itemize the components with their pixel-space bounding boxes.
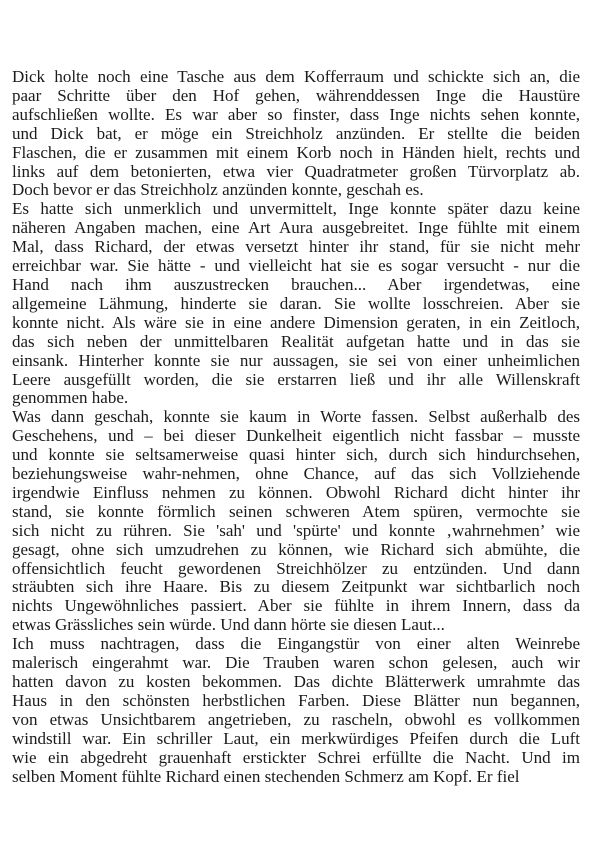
text-line: genommen habe. xyxy=(12,388,129,408)
text-line: nichts Ungewöhnliches passiert. Aber sie fühlte in ihrem Innern, dass da xyxy=(12,596,580,616)
text-line: hatten davon zu kosten bekommen. Das dichte Blätterwerk umrahmte das xyxy=(12,672,580,691)
text-line: etwas Grässliches sein würde. Und dann hörte sie diesen Laut... xyxy=(12,615,445,635)
text-line: Mal, dass Richard, der etwas versetzt hinter ihr stand, für sie nicht mehr xyxy=(12,237,580,257)
text-line: allgemeine Lähmung, hinderte sie daran. Sie wollte losschreien. Aber sie xyxy=(12,293,580,313)
text-line: selben Moment fühlte Richard einen stechenden Schmerz am Kopf. Er fiel xyxy=(12,766,520,786)
text-line: einsank. Hinterher konnte sie nur aussagen, sie sei von einer unheimlichen xyxy=(12,350,580,370)
text-line: Es hatte sich unmerklich und unvermittelt, Inge konnte später dazu keine xyxy=(12,199,580,219)
paragraph xyxy=(12,68,580,200)
text-line: Hand nach ihm auszustrecken brauchen... Aber irgendetwas, eine xyxy=(12,274,580,294)
text-line: Geschehens, und – bei dieser Dunkelheit eigentlich nicht fassbar – musste xyxy=(12,426,580,446)
text-line: Ich muss nachtragen, dass die Eingangstür von einer alten Weinrebe xyxy=(12,634,580,654)
text-line: Doch bevor er das Streichholz anzünden konnte, geschah es. xyxy=(12,180,424,200)
text-line: aufschließen wollte. Es war aber so finster, dass Inge nichts sehen konnte, xyxy=(12,104,580,124)
text-line: von etwas Unsichtbarem angetrieben, zu rascheln, obwohl es vollkommen xyxy=(12,709,580,729)
text-line: stand, sie konnte förmlich seinen schweren Atem spüren, vermochte sie xyxy=(12,501,580,521)
text-line: malerisch eingerahmt war. Die Trauben waren schon gelesen, auch wir xyxy=(12,653,580,673)
text-line: links auf dem betonierten, etwa vier Quadratmeter großen Türvorplatz ab. xyxy=(12,161,580,181)
text-line: gesagt, ohne sich umzudrehen zu können, wie Richard sich abmühte, die xyxy=(12,539,580,559)
text-line: irgendwie Einfluss nehmen zu können. Obwohl Richard dicht hinter ihr xyxy=(12,482,580,502)
text-line: das sich neben der unmittelbaren Realität aufgetan hatte und in das sie xyxy=(12,331,580,351)
text-line: erreichbar war. Sie hätte - und vielleicht hat sie es sogar versucht - nur die xyxy=(12,256,580,276)
text-block xyxy=(12,68,580,786)
text-line: Leere ausgefüllt worden, die sie erstarren ließ und ihr alle Willenskraft xyxy=(12,369,580,389)
text-line: beziehungsweise wahr-nehmen, ohne Chance, auf das sich Vollziehende xyxy=(12,464,580,484)
text-line: konnte nicht. Als wäre sie in eine andere Dimension geraten, in ein Zeitloch, xyxy=(12,312,580,332)
text-line: Haus in den schönsten herbstlichen Farben. Diese Blätter nun begannen, xyxy=(12,690,580,710)
text-line: paar Schritte über den Hof gehen, währenddessen Inge die Haustüre xyxy=(12,85,580,105)
text-line: sich nicht zu rühren. Sie 'sah' und 'spürte' und konnte ‚wahrnehmen’ wie xyxy=(12,520,580,540)
text-line: und konnte sie seltsamerweise quasi hinter sich, durch sich hindurchsehen, xyxy=(12,445,580,465)
text-line: windstill war. Ein schriller Laut, ein merkwürdiges Pfeifen durch die Luft xyxy=(12,728,580,748)
text-line: und Dick bat, er möge ein Streichholz anzünden. Er stellte die beiden xyxy=(12,123,580,143)
paragraph xyxy=(12,408,580,635)
text-line: Was dann geschah, konnte sie kaum in Worte fassen. Selbst außerhalb des xyxy=(12,407,580,427)
text-line: wie ein abgedreht grauenhaft erstickter Schrei erfüllte die Nacht. Und im xyxy=(12,747,580,767)
text-line: Dick holte noch eine Tasche aus dem Kofferraum und schickte sich an, die xyxy=(12,67,580,86)
text-line: näheren Angaben machen, eine Art Aura ausgebreitet. Inge fühlte mit einem xyxy=(12,218,580,238)
paragraph xyxy=(12,635,580,786)
text-line: offensichtlich feucht gewordenen Streichhölzer zu entzünden. Und dann xyxy=(12,558,580,578)
paragraph xyxy=(12,200,580,408)
text-line: sträubten sich ihre Haare. Bis zu diesem Zeitpunkt war sichtbarlich noch xyxy=(12,577,580,597)
text-line: Flaschen, die er zusammen mit einem Korb noch in Händen hielt, rechts und xyxy=(12,142,580,162)
